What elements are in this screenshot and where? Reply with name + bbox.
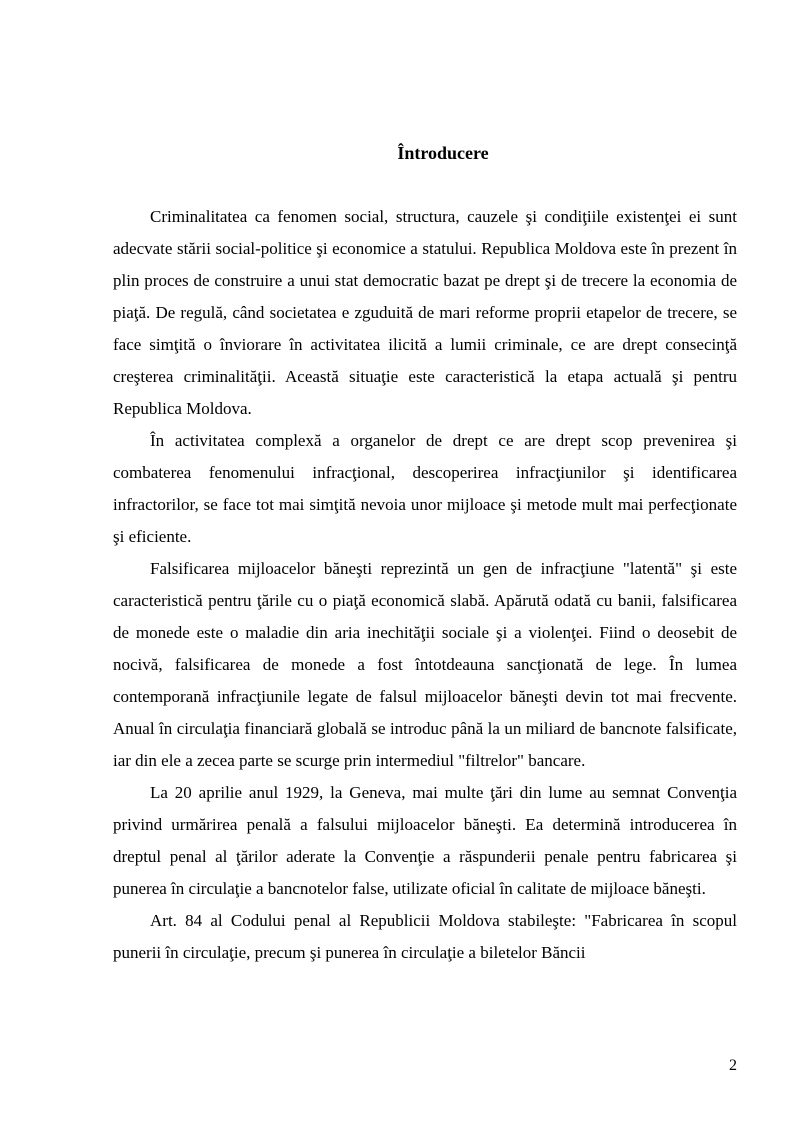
- paragraph: Criminalitatea ca fenomen social, structura, cauzele şi condiţiile existenţei ei sunt adecvate stării social-politice şi economice a statului. Republica Moldova este în prezent în plin proces de construire a unui stat democratic bazat pe drept şi de trecere la economia de piaţă. De regulă, când societatea e zguduită de mari reforme proprii etapelor de trecere, se face simţită o înviorare în activitatea ilicită a lumii criminale, ce are drept consecinţă creşterea criminalităţii. Această situaţie este caracteristică la etapa actuală şi pentru Republica Moldova.: [113, 207, 737, 418]
- paragraph: La 20 aprilie anul 1929, la Geneva, mai multe ţări din lume au semnat Convenţia privind urmărirea penală a falsului mijloacelor băneşti. Ea determină introducerea în dreptul penal al ţărilor aderate la Convenţie a răspunderii penale pentru fabricarea şi punerea în circulaţie a bancnotelor false, utilizate oficial în calitate de mijloace băneşti.: [113, 783, 737, 898]
- page-title: Întroducere: [397, 143, 489, 163]
- page-number: 2: [729, 1057, 737, 1074]
- paragraph: Art. 84 al Codului penal al Republicii Moldova stabileşte: "Fabricarea în scopul punerii în circulaţie, precum şi punerea în circulaţie a biletelor Băncii: [113, 911, 737, 962]
- paragraph: În activitatea complexă a organelor de drept ce are drept scop prevenirea şi combaterea fenomenului infracţional, descoperirea infracţiunilor şi identificarea infractorilor, se face tot mai simţită nevoia unor mijloace şi metode mult mai perfecţionate şi eficiente.: [113, 431, 737, 546]
- paragraph: Falsificarea mijloacelor băneşti reprezintă un gen de infracţiune "latentă" şi este caracteristică pentru ţările cu o piaţă economică slabă. Apărută odată cu banii, falsificarea de monede este o maladie din aria inechităţii sociale şi a violenţei. Fiind o deosebit de nocivă, falsificarea de monede a fost întotdeauna sancţionată de lege. În lumea contemporană infracţiunile legate de falsul mijloacelor băneşti devin tot mai frecvente. Anual în circulaţia financiară globală se introduc până la un miliard de bancnote falsificate, iar din ele a zecea parte se scurge prin intermediul "filtrelor" bancare.: [113, 559, 737, 770]
- document-body: [113, 201, 737, 969]
